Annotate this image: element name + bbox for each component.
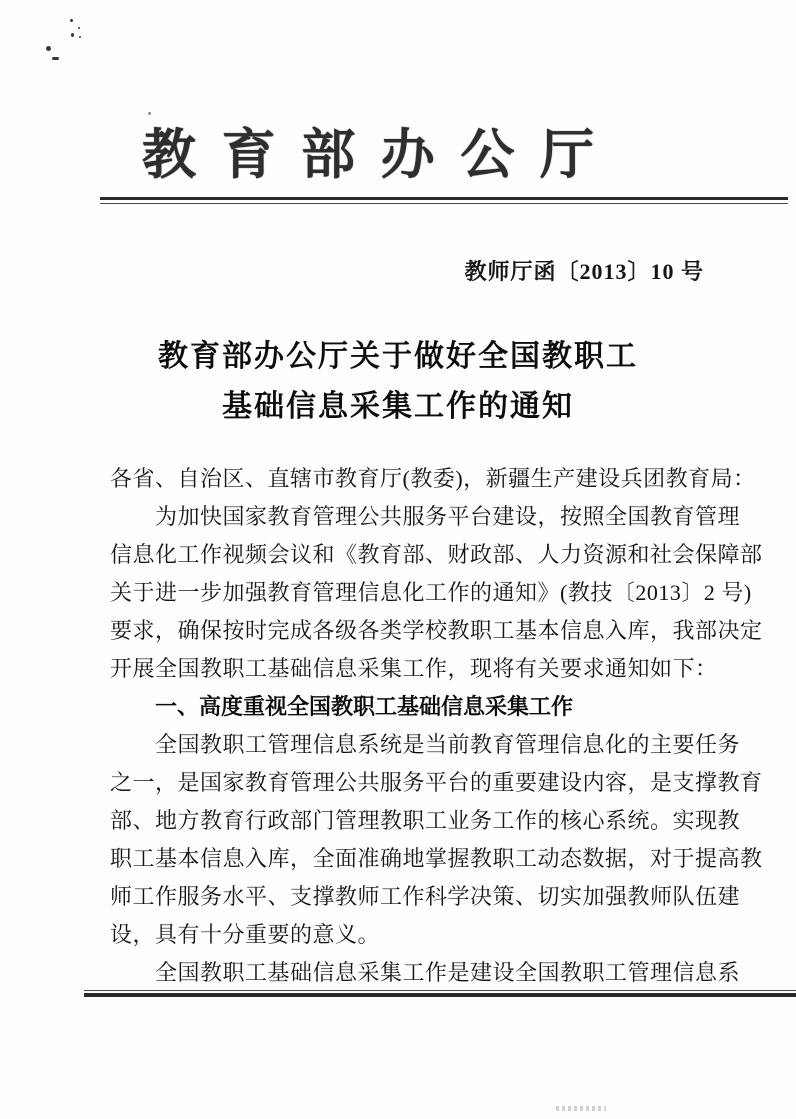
scan-speck	[71, 33, 74, 37]
body-line: 部、地方教育行政部门管理教职工业务工作的核心系统。实现教	[110, 808, 741, 833]
section-heading: 一、高度重视全国教职工基础信息采集工作	[155, 694, 574, 719]
letterhead-char: 教	[142, 124, 196, 185]
letterhead	[142, 116, 594, 184]
letterhead-char: 办	[380, 124, 435, 185]
body-line: 开展全国教职工基础信息采集工作，现将有关要求通知如下：	[110, 656, 718, 681]
document-title	[0, 332, 796, 432]
scan-speck	[78, 27, 80, 29]
body-line: 全国教职工管理信息系统是当前教育管理信息化的主要任务	[155, 732, 741, 757]
scan-speck	[46, 46, 51, 51]
letterhead-char: 公	[460, 124, 515, 185]
letterhead-char: 育	[221, 124, 276, 185]
body-line: 师工作服务水平、支撑教师工作科学决策、切实加强教师队伍建	[110, 884, 741, 909]
document-title-line-1: 教育部办公厅关于做好全国教职工	[158, 340, 638, 373]
letterhead-char: 部	[301, 124, 356, 185]
body-line: 要求，确保按时完成各级各类学校教职工基本信息入库，我部决定	[110, 618, 763, 643]
footer-thin-line	[84, 990, 796, 991]
document-number: 教师厅函〔2013〕10 号	[464, 259, 704, 284]
body-line: 各省、自治区、直辖市教育厅(教委)，新疆生产建设兵团教育局：	[110, 466, 756, 491]
body-line: 之一，是国家教育管理公共服务平台的重要建设内容，是支撑教育	[110, 770, 763, 795]
body-line: 职工基本信息入库，全面准确地掌握教职工动态数据，对于提高教	[110, 846, 763, 871]
footer-divider-rule	[84, 990, 796, 997]
divider-thin-line	[100, 203, 788, 204]
footer-thick-line	[84, 993, 796, 997]
letterhead-divider-rule	[100, 197, 788, 204]
scan-speck	[70, 19, 73, 22]
body-line: 为加快国家教育管理公共服务平台建设，按照全国教育管理	[155, 504, 741, 529]
body-text	[110, 460, 763, 992]
footer-smudge-artifact	[556, 1106, 606, 1111]
body-line: 全国教职工基础信息采集工作是建设全国教职工管理信息系	[155, 960, 741, 985]
body-line: 设，具有十分重要的意义。	[110, 922, 381, 947]
body-line: 信息化工作视频会议和《教育部、财政部、人力资源和社会保障部	[110, 542, 763, 567]
body-line: 关于进一步加强教育管理信息化工作的通知》(教技〔2013〕2 号)	[110, 580, 752, 605]
scan-speck	[79, 36, 81, 38]
document-title-line-2: 基础信息采集工作的通知	[222, 390, 574, 423]
divider-thick-line	[100, 197, 788, 200]
scan-speck	[52, 57, 59, 60]
letterhead-char: 厅	[539, 124, 594, 185]
